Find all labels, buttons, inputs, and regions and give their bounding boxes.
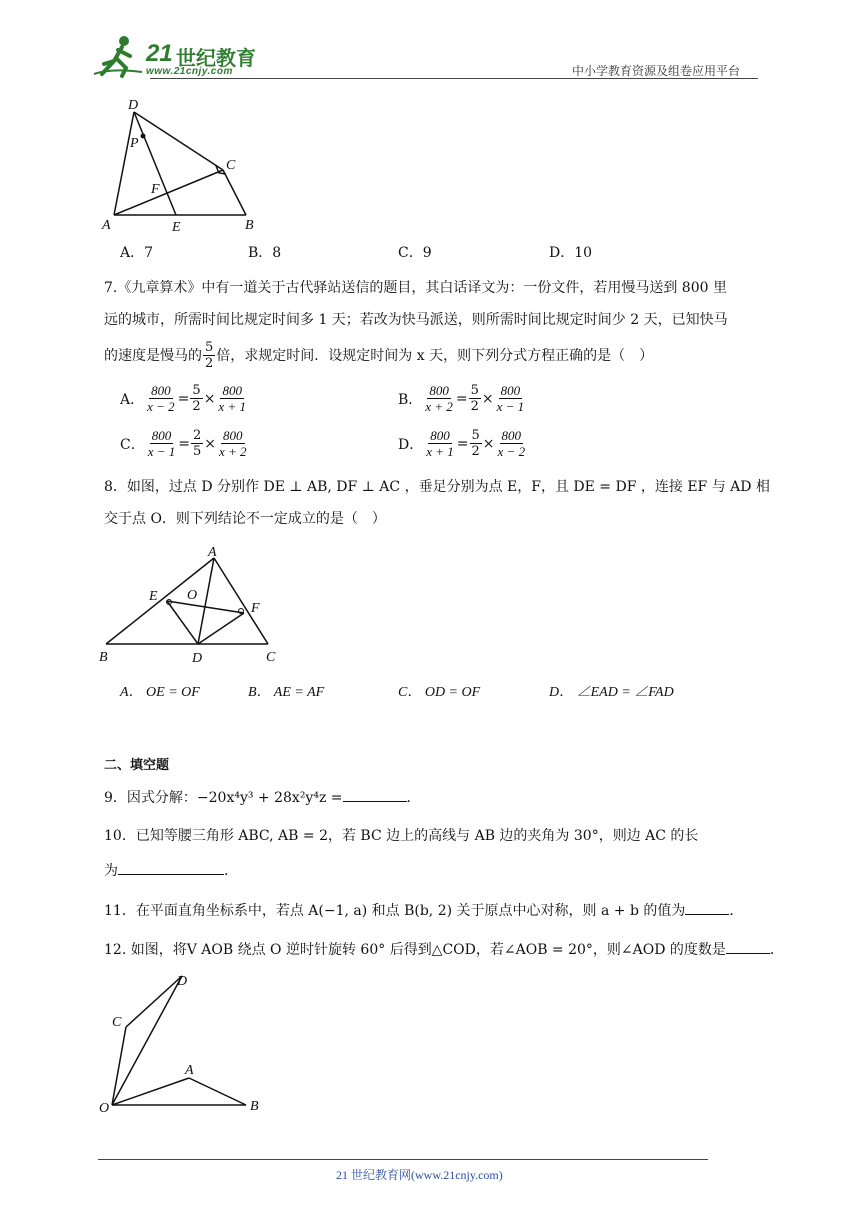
q6-option-a[interactable]: A．7 bbox=[120, 245, 154, 261]
q7-line-3 bbox=[104, 340, 653, 371]
q7-c-n1: 800 bbox=[151, 428, 172, 443]
q7-fraction bbox=[203, 340, 215, 371]
q7-d-n3: 800 bbox=[501, 428, 522, 443]
q7-option-b[interactable] bbox=[398, 383, 527, 414]
q7-b-n3: 800 bbox=[500, 383, 521, 398]
q8-label-o: O bbox=[187, 588, 198, 603]
q11-line bbox=[104, 900, 743, 921]
q9-text: 9．因式分解：−20x⁴y³ + 28x²y⁴z = bbox=[104, 790, 343, 806]
q6-label-d: D bbox=[128, 98, 139, 113]
header-divider bbox=[150, 78, 758, 79]
q10-line-2-text: 为 bbox=[104, 863, 118, 879]
q12-label-d: D bbox=[177, 974, 188, 989]
q8-label-f: F bbox=[251, 601, 260, 616]
header-platform-text: 中小学教育资源及组卷应用平台 bbox=[572, 64, 741, 78]
q6-label-f: F bbox=[151, 182, 160, 197]
q8-line-1: 8．如图，过点 D 分别作 DE ⊥ AB, DF ⊥ AC ，垂足分别为点 E，F，且 DE = DF ，连接 EF 与 AD 相 bbox=[104, 479, 770, 495]
q12-end: ． bbox=[769, 942, 784, 958]
q8-figure bbox=[96, 540, 286, 668]
q8-label-d: D bbox=[192, 651, 203, 666]
q7-a-n1: 800 bbox=[151, 383, 171, 398]
logo-number: 21 bbox=[146, 40, 173, 67]
q6-option-b[interactable]: B．8 bbox=[248, 245, 282, 261]
q7-b-d1: x + 2 bbox=[425, 399, 453, 414]
q7-c-times: × bbox=[204, 435, 217, 452]
q7-a-d2: 2 bbox=[192, 399, 201, 414]
q7-frac-den: 2 bbox=[205, 356, 214, 371]
q6-label-a: A bbox=[102, 218, 111, 232]
q10-line-2 bbox=[104, 860, 238, 881]
q8-option-c[interactable]: C． OD = OF bbox=[398, 685, 481, 700]
q7-b-d2: 2 bbox=[470, 399, 479, 414]
q10-answer-blank[interactable] bbox=[118, 860, 224, 875]
q7-d-d2: 2 bbox=[471, 444, 480, 459]
q7-d-eq: = bbox=[456, 435, 469, 452]
q7-a-eq: = bbox=[177, 390, 190, 407]
q12-answer-blank[interactable] bbox=[726, 939, 770, 954]
q7-b-times: × bbox=[481, 390, 494, 407]
q7-b-n1: 800 bbox=[429, 383, 449, 398]
q11-answer-blank[interactable] bbox=[685, 900, 729, 915]
q12-figure bbox=[94, 966, 274, 1116]
q6-option-c[interactable]: C．9 bbox=[398, 245, 432, 261]
q7-line-3-b: 倍，求规定时间．设规定时间为 x 天，则下列分式方程正确的是（ ） bbox=[216, 347, 654, 364]
q7-option-d-label: D． bbox=[398, 436, 424, 453]
q6-figure bbox=[96, 92, 266, 232]
q12-line bbox=[104, 939, 784, 960]
q7-option-c[interactable] bbox=[120, 428, 250, 459]
q7-d-times: × bbox=[482, 435, 495, 452]
logo-title: 世纪教育 bbox=[176, 46, 256, 70]
q8-label-a: A bbox=[208, 545, 217, 560]
q7-option-a-label: A． bbox=[120, 391, 145, 408]
q7-a-d1: x − 2 bbox=[147, 399, 175, 414]
q6-label-b: B bbox=[245, 218, 254, 232]
q12-label-b: B bbox=[250, 1099, 259, 1114]
q12-label-a: A bbox=[185, 1063, 194, 1078]
q7-b-n2: 5 bbox=[470, 383, 479, 398]
footer-link[interactable]: 21 世纪教育网(www.21cnjy.com) bbox=[336, 1168, 503, 1182]
q8-label-c: C bbox=[266, 650, 276, 665]
logo-url: www.21cnjy.com bbox=[146, 66, 233, 77]
q7-b-d3: x − 1 bbox=[496, 399, 525, 414]
q7-option-a[interactable] bbox=[120, 383, 249, 414]
footer-divider bbox=[98, 1159, 708, 1160]
q7-c-eq: = bbox=[178, 435, 190, 452]
q7-c-d2: 5 bbox=[193, 444, 202, 459]
q7-c-n3: 800 bbox=[223, 428, 243, 443]
q7-frac-num: 5 bbox=[205, 340, 214, 355]
q8-option-b[interactable]: B． AE = AF bbox=[248, 685, 325, 700]
q12-text: 12. 如图，将V AOB 绕点 O 逆时针旋转 60° 后得到△COD，若∠AOB = 20°，则∠AOD 的度数是 bbox=[104, 942, 726, 958]
q7-d-d1: x + 1 bbox=[426, 444, 454, 459]
q6-label-p: P bbox=[130, 136, 139, 151]
q7-a-d3: x + 1 bbox=[218, 399, 246, 414]
q7-c-d3: x + 2 bbox=[219, 444, 247, 459]
q9-line bbox=[104, 787, 421, 808]
q7-option-c-label: C． bbox=[120, 436, 145, 453]
q10-line-1: 10．已知等腰三角形 ABC, AB = 2，若 BC 边上的高线与 AB 边的夹角为 30°，则边 AC 的长 bbox=[104, 828, 699, 844]
q7-c-n2: 2 bbox=[193, 428, 202, 443]
q7-line-3-a: 的速度是慢马的 bbox=[104, 347, 202, 364]
q8-label-e: E bbox=[149, 589, 158, 604]
q7-a-times: × bbox=[203, 390, 216, 407]
q7-line-1: 7.《九章算术》中有一道关于古代驿站送信的题目，其白话译文为：一份文件，若用慢马送到 800 里 bbox=[104, 280, 727, 296]
q9-answer-blank[interactable] bbox=[343, 787, 407, 802]
q7-a-n3: 800 bbox=[222, 383, 242, 398]
q8-label-b: B bbox=[99, 650, 108, 665]
q7-a-n2: 5 bbox=[192, 383, 201, 398]
q7-d-d3: x − 2 bbox=[497, 444, 526, 459]
q8-option-a[interactable]: A． OE = OF bbox=[120, 685, 200, 700]
q11-end: ． bbox=[729, 903, 744, 919]
q7-option-b-label: B． bbox=[398, 391, 423, 408]
q8-option-d[interactable]: D． ∠EAD = ∠FAD bbox=[549, 685, 674, 700]
q10-end: ． bbox=[224, 863, 238, 879]
section-title: 二、填空题 bbox=[104, 758, 170, 773]
q7-line-2: 远的城市，所需时间比规定时间多 1 天；若改为快马派送，则所需时间比规定时间少 2 天，已知快马 bbox=[104, 312, 728, 328]
q7-d-n2: 5 bbox=[471, 428, 480, 443]
q7-d-n1: 800 bbox=[430, 428, 450, 443]
q12-label-o: O bbox=[99, 1101, 110, 1116]
q7-c-d1: x − 1 bbox=[147, 444, 176, 459]
q12-label-c: C bbox=[112, 1015, 122, 1030]
q6-label-c: C bbox=[226, 158, 236, 173]
q9-end: ． bbox=[406, 790, 421, 806]
runner-logo-icon bbox=[92, 34, 148, 78]
q8-line-2: 交于点 O．则下列结论不一定成立的是（ ） bbox=[104, 511, 386, 527]
q7-b-eq: = bbox=[455, 390, 468, 407]
q6-label-e: E bbox=[172, 220, 181, 232]
q11-text: 11．在平面直角坐标系中，若点 A(−1, a) 和点 B(b, 2) 关于原点中心对称，则 a + b 的值为 bbox=[104, 903, 686, 919]
q7-option-d[interactable] bbox=[398, 428, 528, 459]
q6-option-d[interactable]: D．10 bbox=[549, 245, 593, 261]
